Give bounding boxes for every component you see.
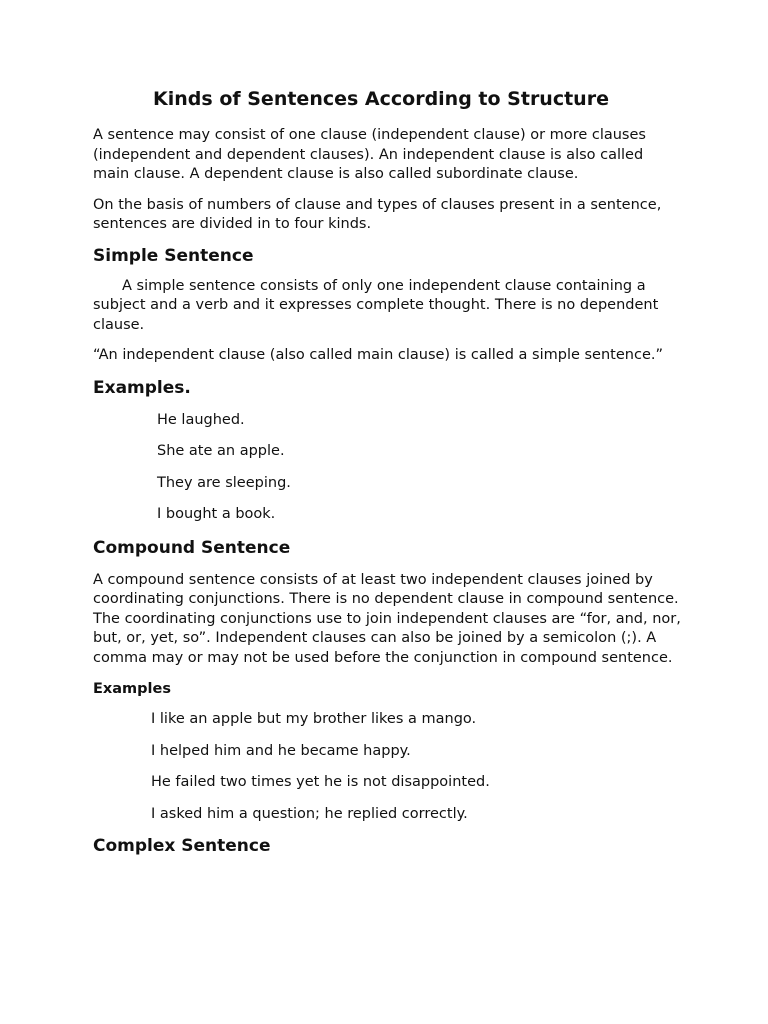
list-item: He laughed.	[157, 411, 245, 428]
compound-sentence-heading: Compound Sentence	[93, 537, 291, 558]
simple-sentence-paragraph: A simple sentence consists of only one independent clause containing a subject and a verb and it expresses complete thought. There is no dependent clause.	[93, 277, 659, 333]
list-item: I asked him a question; he replied correctly.	[151, 805, 468, 822]
intro-paragraph-1: A sentence may consist of one clause (independent clause) or more clauses (independent and dependent clauses). An independent clause is also called main clause. A dependent clause is also called subordinate clause.	[93, 127, 646, 182]
list-item: I helped him and he became happy.	[151, 742, 411, 759]
complex-sentence-heading: Complex Sentence	[93, 836, 271, 856]
document-page	[93, 84, 683, 859]
simple-sentence-heading: Simple Sentence	[93, 245, 254, 266]
list-item: They are sleeping.	[157, 474, 291, 491]
simple-examples-heading: Examples.	[93, 377, 191, 398]
compound-examples-list	[93, 710, 683, 824]
list-item: She ate an apple.	[157, 443, 285, 459]
compound-examples-heading: Examples	[93, 681, 171, 697]
simple-sentence-quote: “An independent clause (also called main clause) is called a simple sentence.”	[93, 347, 663, 363]
list-item: I bought a book.	[157, 506, 276, 522]
intro-paragraph-2: On the basis of numbers of clause and types of clauses present in a sentence, sentences are divided in to four kinds.	[93, 196, 662, 232]
compound-sentence-paragraph: A compound sentence consists of at least two independent clauses joined by coordinating conjunctions. There is no dependent clause in compound sentence. The coordinating conjunctions use to join independent clauses are “for, and, nor, but, or, yet, so”. Independent clauses can also be joined by a semicolon (;). A comma may or may not be used before the conjunction in compound sentence.	[93, 571, 681, 666]
page-title: Kinds of Sentences According to Structure	[153, 88, 609, 110]
simple-examples-list	[93, 411, 683, 525]
list-item: I like an apple but my brother likes a mango.	[151, 711, 477, 727]
list-item: He failed two times yet he is not disappointed.	[151, 774, 490, 790]
